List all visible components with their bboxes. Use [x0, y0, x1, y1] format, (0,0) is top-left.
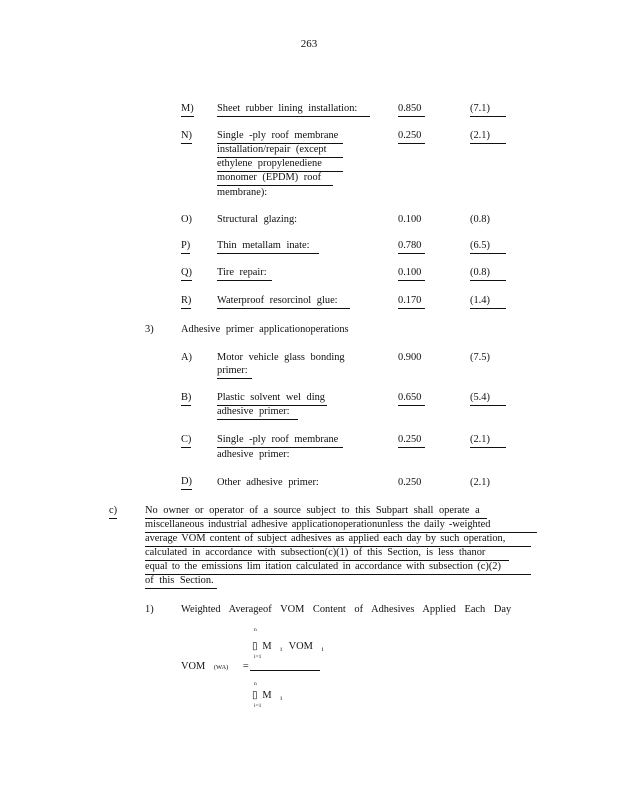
- sum-icon: ▯: [252, 641, 258, 652]
- paragraph-line: miscellaneous industrial adhesive applicationoperationunless the daily -weighted: [145, 519, 537, 533]
- item-value-kg: 0.250: [398, 477, 422, 488]
- item-desc-line: Sheet rubber lining installation:: [217, 103, 370, 117]
- item-label: D): [181, 476, 192, 490]
- section-title: Adhesive primer applicationoperations: [181, 324, 349, 335]
- section-number: 3): [145, 324, 154, 335]
- numerator-var-m: M: [262, 641, 272, 652]
- item-label: R): [181, 295, 191, 309]
- numerator-sub-i: i: [280, 646, 282, 653]
- sum-lower-limit: i=1: [254, 703, 262, 709]
- subsection-title: Weighted Averageof VOM Content of Adhesives Applied Each Day: [181, 604, 512, 615]
- formula-equals: =: [242, 661, 249, 672]
- formula-lhs: [181, 660, 249, 675]
- item-label: M): [181, 103, 194, 117]
- item-desc-line: Other adhesive primer:: [217, 477, 319, 488]
- item-desc-line: membrane):: [217, 187, 268, 198]
- subsection-number: 1): [145, 604, 154, 615]
- item-desc-line: Tire repair:: [217, 267, 272, 281]
- item-value-kg: 0.900: [398, 352, 422, 363]
- item-value-kg: 0.780: [398, 240, 425, 254]
- item-desc-line: Motor vehicle glass bonding: [217, 352, 345, 363]
- numerator-sub-i: i: [321, 646, 324, 653]
- numerator-var-vom: VOM: [288, 641, 313, 652]
- item-value-kg: 0.250: [398, 434, 425, 448]
- item-value-lb: (5.4): [470, 392, 506, 406]
- denominator-var-m: M: [262, 690, 272, 701]
- item-desc-line: Waterproof resorcinol glue:: [217, 295, 350, 309]
- item-value-lb: (2.1): [470, 434, 506, 448]
- item-label: P): [181, 240, 190, 254]
- item-label: B): [181, 392, 191, 406]
- paragraph-line: calculated in accordance with subsection(c)(1) of this Section, is less thanor: [145, 547, 509, 561]
- sum-upper-limit: n: [254, 627, 257, 633]
- denominator: [252, 689, 282, 704]
- paragraph-line: No owner or operator of a source subject to this Subpart shall operate a: [145, 505, 487, 519]
- item-value-kg: 0.100: [398, 214, 422, 225]
- item-value-kg: 0.170: [398, 295, 425, 309]
- item-label: N): [181, 130, 192, 144]
- sum-upper-limit: n: [254, 681, 257, 687]
- formula-lhs-subscript: (WA): [213, 664, 229, 671]
- item-desc-line: primer:: [217, 365, 252, 379]
- item-value-kg: 0.850: [398, 103, 425, 117]
- denominator-sub-i: i: [280, 695, 282, 702]
- item-desc-line: installation/repair (except: [217, 144, 343, 158]
- fraction-bar: [250, 670, 320, 671]
- item-desc-line: Plastic solvent wel ding: [217, 392, 327, 406]
- item-desc-line: adhesive primer:: [217, 449, 290, 460]
- item-desc-line: ethylene propylenediene: [217, 158, 343, 172]
- item-label: C): [181, 434, 191, 448]
- item-label: A): [181, 352, 192, 363]
- item-desc-line: monomer (EPDM) roof: [217, 172, 333, 186]
- item-value-lb: (0.8): [470, 214, 490, 225]
- item-desc-line: Single -ply roof membrane: [217, 434, 343, 448]
- sum-lower-limit: i=1: [254, 654, 262, 660]
- item-value-kg: 0.650: [398, 392, 425, 406]
- item-value-lb: (6.5): [470, 240, 506, 254]
- item-value-lb: (1.4): [470, 295, 506, 309]
- paragraph-line: average VOM content of subject adhesives as applied each day by such operation,: [145, 533, 531, 547]
- item-desc-line: Single -ply roof membrane: [217, 130, 343, 144]
- item-value-lb: (7.5): [470, 352, 490, 363]
- sum-icon: ▯: [252, 690, 258, 701]
- item-value-kg: 0.100: [398, 267, 425, 281]
- item-value-lb: (0.8): [470, 267, 506, 281]
- item-desc-line: Structural glazing:: [217, 214, 298, 225]
- item-value-lb: (2.1): [470, 477, 490, 488]
- page-number: 263: [300, 38, 318, 50]
- paragraph-line: equal to the emissions lim itation calculated in accordance with subsection (c)(2): [145, 561, 531, 575]
- paragraph-label: c): [109, 505, 117, 519]
- numerator: [252, 640, 323, 655]
- item-value-kg: 0.250: [398, 130, 425, 144]
- paragraph-line: of this Section.: [145, 575, 217, 589]
- formula-lhs-var: VOM: [181, 661, 206, 672]
- item-desc-line: Thin metallam inate:: [217, 240, 319, 254]
- item-label: O): [181, 214, 192, 225]
- item-desc-line: adhesive primer:: [217, 406, 298, 420]
- item-value-lb: (7.1): [470, 103, 506, 117]
- item-value-lb: (2.1): [470, 130, 506, 144]
- item-label: Q): [181, 267, 192, 281]
